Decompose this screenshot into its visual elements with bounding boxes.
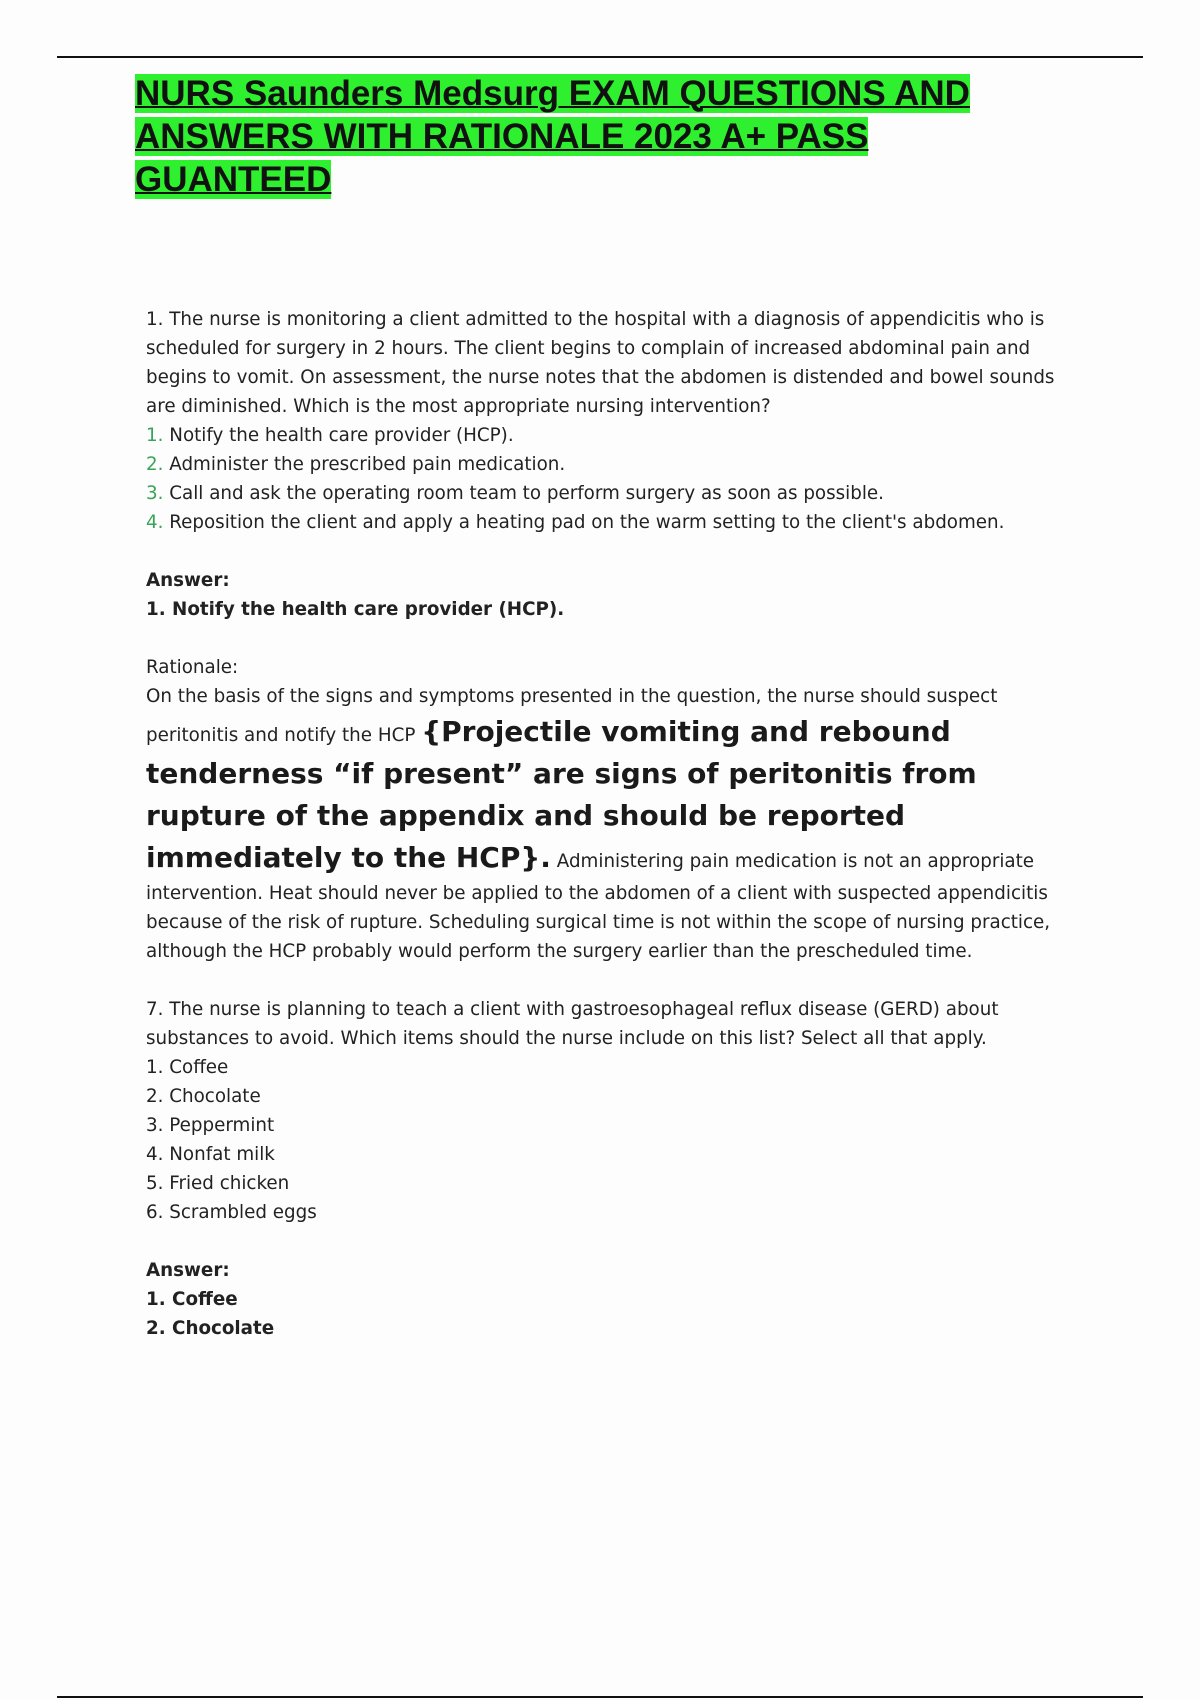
spacer <box>146 1227 1086 1256</box>
rationale-end: Administering pain medication is not an appropriate intervention. Heat should never be applied to the abdomen of a client with suspected appendicitis because of the risk of rupture. Scheduling surgical time is not within the scope of nursing practice, although the HCP probably would perform the surgery earlier than the prescheduled time. <box>146 851 1051 962</box>
question-7-option: 2. Chocolate <box>146 1086 261 1107</box>
rationale-emphasis: {Projectile vomiting and rebound tenderness “if present” are signs of peritonitis from rupture of the appendix and should be reported immediately to the HCP}. <box>146 715 977 874</box>
spacer <box>146 624 1086 653</box>
question-7-answer-label: Answer: <box>146 1260 230 1281</box>
spacer <box>146 537 1086 566</box>
document-title <box>135 72 1035 201</box>
rationale-start: On the basis of the signs and symptoms presented in the question, the nurse should suspect peritonitis and notify the HCP <box>146 686 998 746</box>
document-title-text: NURS Saunders Medsurg EXAM QUESTIONS AND ANSWERS WITH RATIONALE 2023 A+ PASS GUANTEED <box>135 74 970 199</box>
question-7-option: 4. Nonfat milk <box>146 1144 275 1165</box>
question-1-answer-label: Answer: <box>146 570 230 591</box>
question-1-option <box>146 508 1086 537</box>
spacer <box>146 966 1086 995</box>
document-body <box>146 305 1086 1343</box>
question-7-answer: 1. Coffee <box>146 1289 238 1310</box>
option-text: Administer the prescribed pain medication. <box>163 454 566 475</box>
question-1-stem: 1. The nurse is monitoring a client admitted to the hospital with a diagnosis of appendicitis who is scheduled for surgery in 2 hours. The client begins to complain of increased abdominal pain and begins to vomit. On assessment, the nurse notes that the abdomen is distended and bowel sounds are diminished. Which is the most appropriate nursing intervention? <box>146 309 1055 417</box>
option-text: Reposition the client and apply a heating pad on the warm setting to the client's abdomen. <box>163 512 1005 533</box>
question-1-option <box>146 421 1086 450</box>
option-text: Call and ask the operating room team to perform surgery as soon as possible. <box>163 483 884 504</box>
option-number: 4. <box>146 512 164 533</box>
option-number: 1. <box>146 425 164 446</box>
option-number: 2. <box>146 454 164 475</box>
question-7-option: 3. Peppermint <box>146 1115 275 1136</box>
question-1-options <box>146 421 1086 537</box>
top-rule <box>57 56 1143 58</box>
question-7-options <box>146 1053 1086 1227</box>
question-1-rationale <box>146 682 1086 966</box>
option-text: Notify the health care provider (HCP). <box>163 425 514 446</box>
question-1-rationale-label: Rationale: <box>146 657 239 678</box>
option-number: 3. <box>146 483 164 504</box>
question-7-option: 1. Coffee <box>146 1057 229 1078</box>
question-1-option <box>146 479 1086 508</box>
question-7-option: 5. Fried chicken <box>146 1173 290 1194</box>
question-7-option: 6. Scrambled eggs <box>146 1202 317 1223</box>
bottom-rule <box>57 1696 1143 1698</box>
question-7-answer: 2. Chocolate <box>146 1318 275 1339</box>
question-7-stem: 7. The nurse is planning to teach a client with gastroesophageal reflux disease (GERD) about substances to avoid. Which items should the nurse include on this list? Select all that apply. <box>146 999 999 1049</box>
question-1-answer: 1. Notify the health care provider (HCP). <box>146 599 565 620</box>
question-1-option <box>146 450 1086 479</box>
